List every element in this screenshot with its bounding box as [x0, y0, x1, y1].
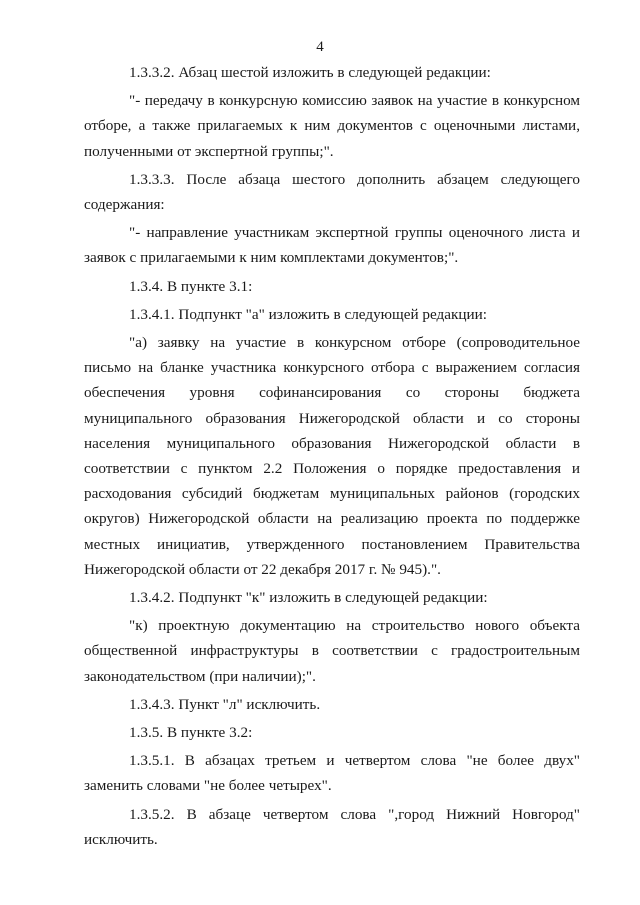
paragraph-1-3-4-3: 1.3.4.3. Пункт "л" исключить. [129, 695, 321, 713]
paragraph-1-3-4-2: 1.3.4.2. Подпункт "к" изложить в следующей редакции: [129, 589, 488, 607]
document-body [84, 60, 580, 855]
paragraph-1-3-5: 1.3.5. В пункте 3.2: [129, 724, 253, 742]
paragraph-quote-transfer: "- передачу в конкурсную комиссию заявок на участие в конкурсном отборе, а также прилагаемых к ним документов с оценочными листами, полученными от экспертной группы;". [84, 92, 580, 160]
paragraph-quote-direction: "- направление участникам экспертной группы оценочного листа и заявок с прилагаемыми к ним комплектами документов;". [84, 224, 580, 267]
paragraph-quote-k: "к) проектную документацию на строительство нового объекта общественной инфраструктуры в соответствии с градостроительным законодательством (при наличии);". [84, 617, 580, 685]
paragraph-1-3-5-1: 1.3.5.1. В абзацах третьем и четвертом слова "не более двух" заменить словами "не более четырех". [84, 752, 580, 795]
paragraph-1-3-4: 1.3.4. В пункте 3.1: [129, 277, 253, 295]
paragraph-1-3-5-2: 1.3.5.2. В абзаце четвертом слова ",город Нижний Новгород" исключить. [84, 805, 580, 848]
page-number: 4 [316, 39, 324, 55]
paragraph-1-3-3-2: 1.3.3.2. Абзац шестой изложить в следующей редакции: [129, 64, 491, 81]
paragraph-1-3-4-1: 1.3.4.1. Подпункт "а" изложить в следующей редакции: [129, 305, 487, 323]
paragraph-quote-a: "а) заявку на участие в конкурсном отборе (сопроводительное письмо на бланке участника конкурсного отбора с выражением согласия обеспечения уровня софинансирования со стороны бюджета муниципального образования Нижегородской области и со стороны населения муниципального образования Нижегородской области в соответствии с пунктом 2.2 Положения о порядке предоставления и расходования субсидий бюджетам муниципальных районов (городских округов) Нижегородской области на реализацию проекта по поддержке местных инициатив, утвержденного постановлением Правительства Нижегородской области от 22 декабря 2017 г. № 945).". [84, 334, 580, 578]
paragraph-1-3-3-3: 1.3.3.3. После абзаца шестого дополнить абзацем следующего содержания: [84, 170, 580, 214]
